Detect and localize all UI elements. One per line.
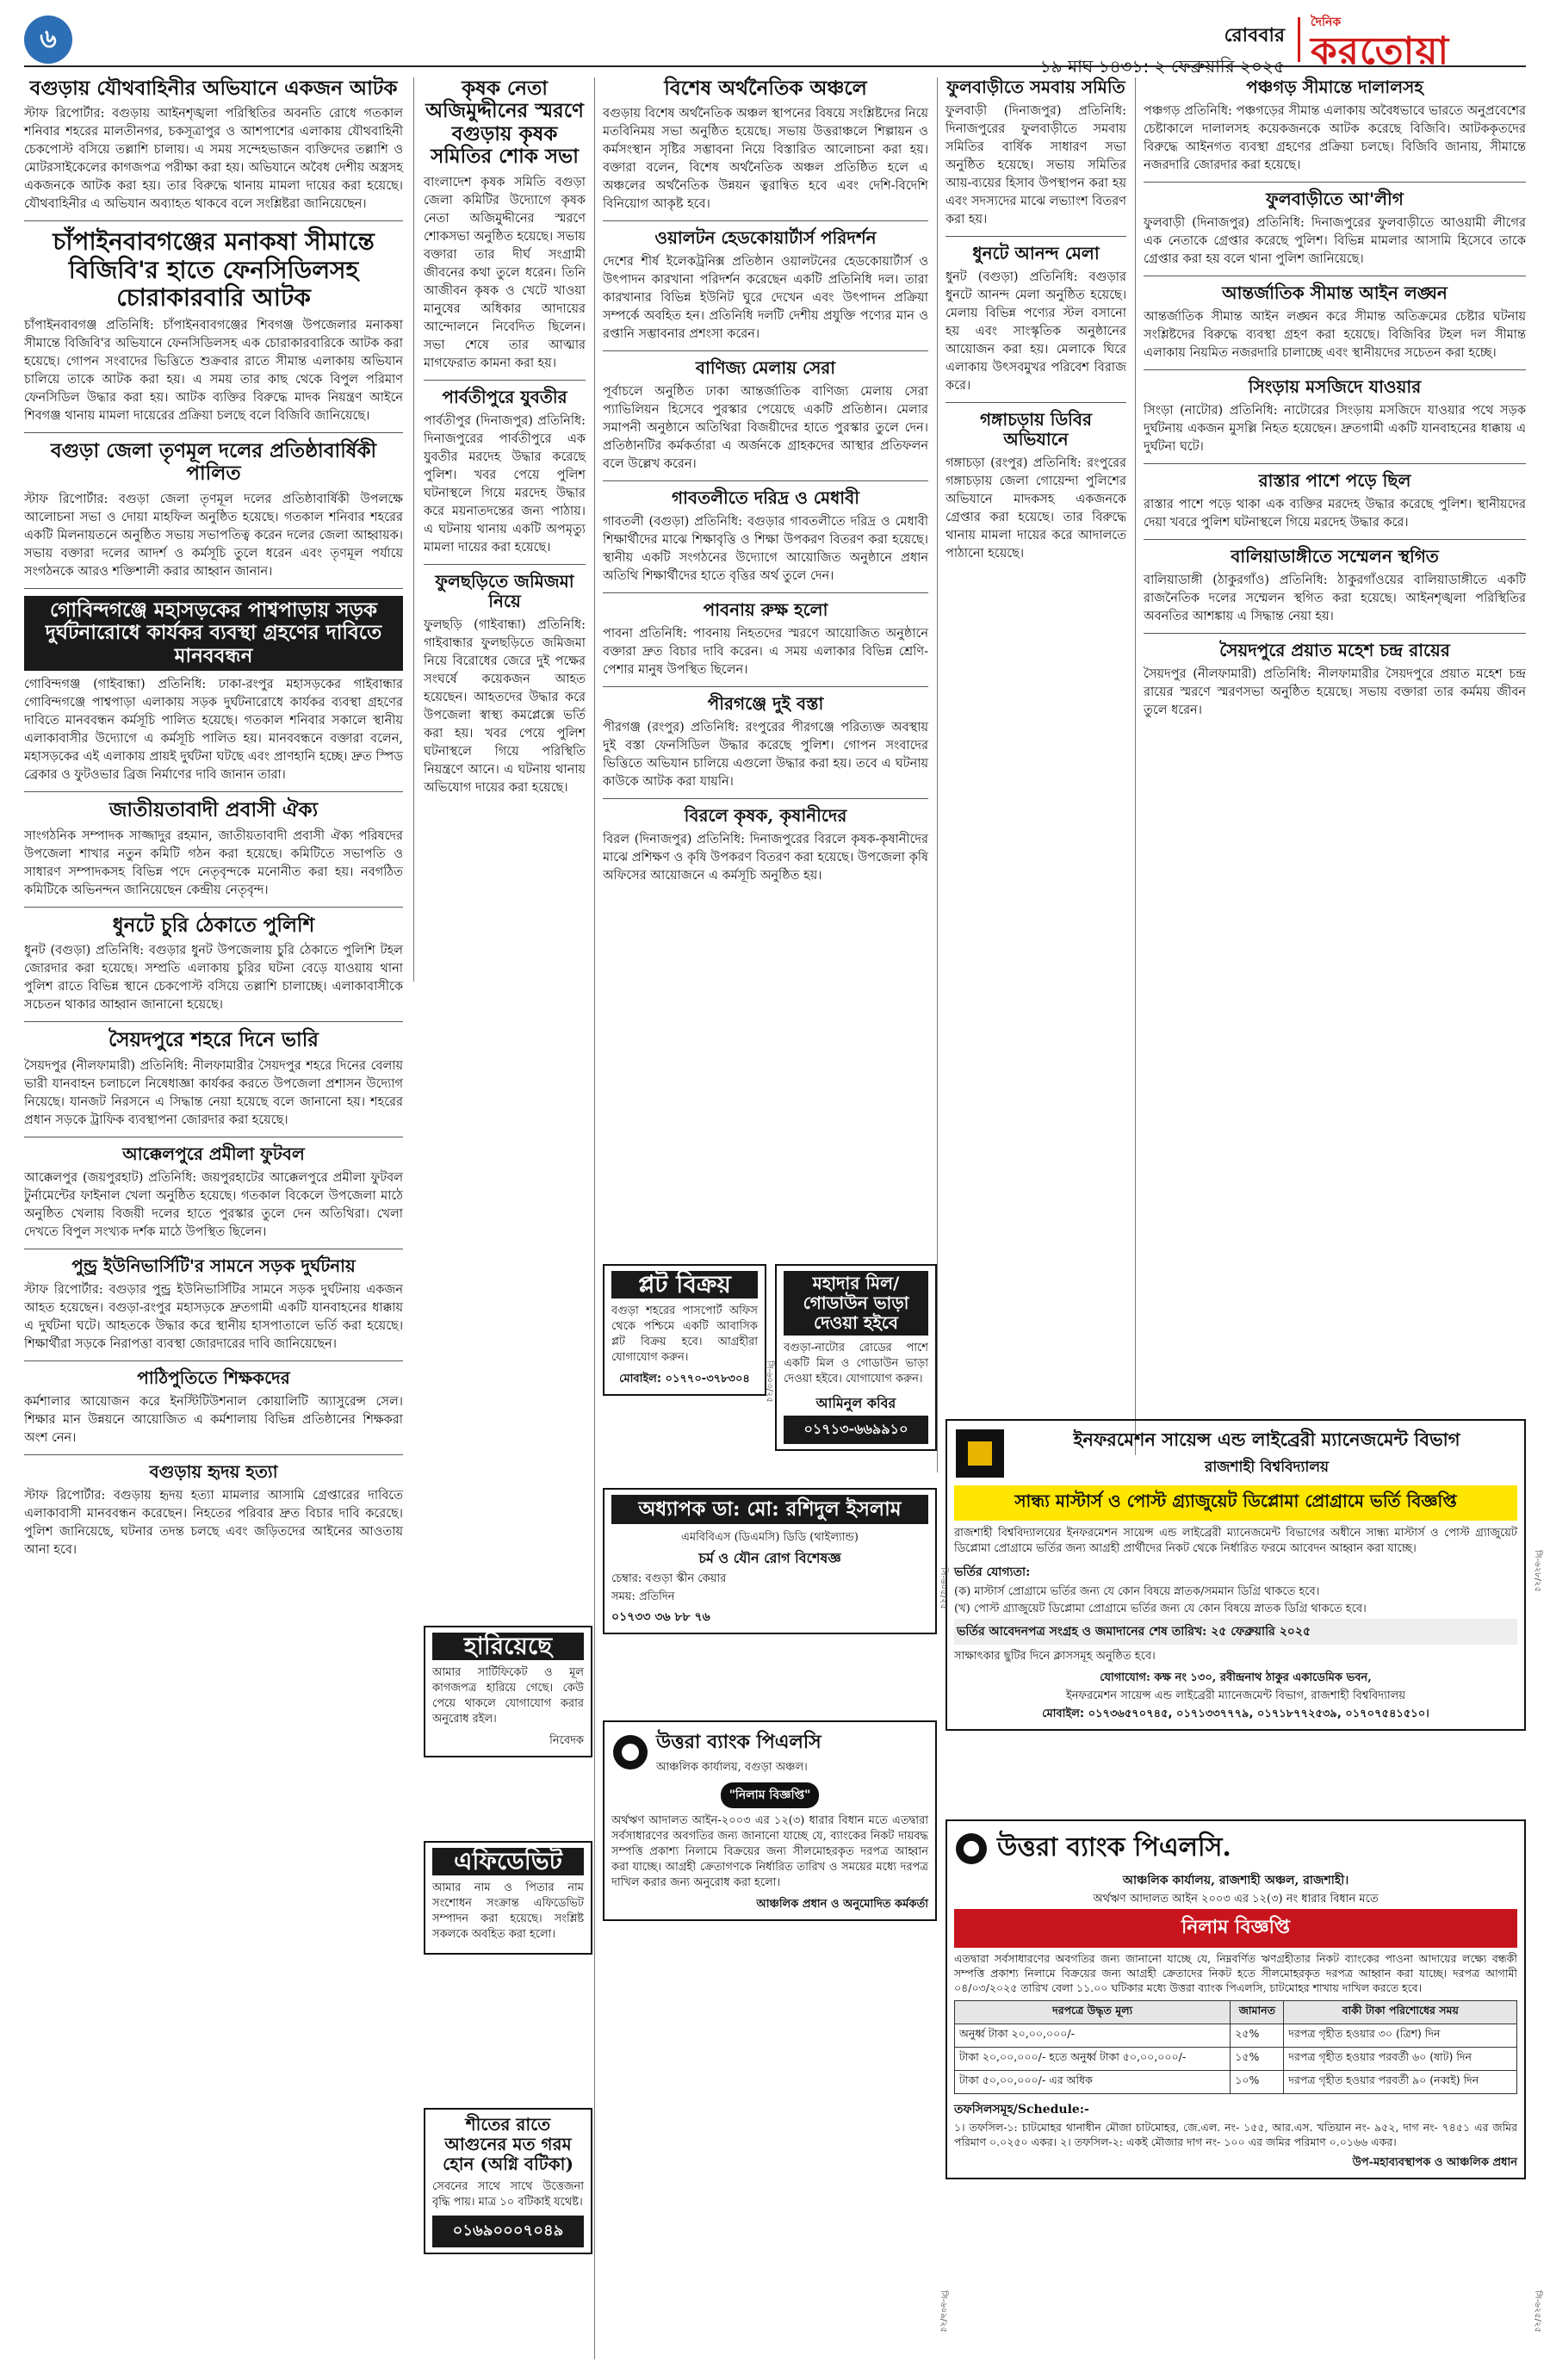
ad-title: প্লট বিক্রয় xyxy=(611,1271,758,1298)
mill-rent-ad xyxy=(775,1257,937,1458)
payment-terms-table xyxy=(954,2000,1517,2094)
doctor-phone: ০১৭৩৩ ৩৬ ৮৮ ৭৬ xyxy=(611,1610,710,1625)
ad-code-stamp: সি-৬০৩/২৫ xyxy=(765,1360,774,1403)
ru-contact: যোগাযোগ: কক্ষ নং ১৩০, রবীন্দ্রনাথ ঠাকুর একাডেমিক ভবন, xyxy=(1100,1671,1372,1684)
divider xyxy=(424,564,586,565)
ad-body: সেবনের সাথে সাথে উত্তেজনা বৃদ্ধি পায়। মাত্র ১০ বটিকাই যথেষ্ট। xyxy=(432,2180,584,2209)
ad-sign: নিবেদক xyxy=(549,1734,584,1748)
uttara-bank-bogura-notice xyxy=(603,1714,937,1928)
article-body: চাঁপাইনবাবগঞ্জ প্রতিনিধি: চাঁপাইনবাবগঞ্জের শিবগঞ্জ উপজেলার মনাকষা সীমান্তে বিজিবি'র অভিযানে ফেনসিডিলসহ এক চোরাকারবারিকে আটক করা হয়েছে। গোপন সংবাদের ভিত্তিতে শুক্রবার রাতে সীমান্ত এলাকায় অভিযান চালিয়ে তাকে আটক করা হয়। এ সময় তার কাছ থেকে বিপুল পরিমাণ ফেনসিডিল উদ্ধার করা হয়। আটক ব্যক্তির বিরুদ্ধে মাদক নিয়ন্ত্রণ আইনে শিবগঞ্জ থানায় মামলা দায়েরের প্রক্রিয়া চলছে বলে বিজিবি জানিয়েছে। xyxy=(24,319,403,423)
ad-contact: আমিনুল কবির xyxy=(815,1395,896,1411)
article-body: স্টাফ রিপোর্টার: বগুড়া জেলা তৃণমূল দলের প্রতিষ্ঠাবার্ষিকী উপলক্ষে আলোচনা সভা ও দোয়া মাহফিল অনুষ্ঠিত হয়েছে। গতকাল শনিবার শহরের একটি মিলনায়তনে অনুষ্ঠিত সভায় সভাপতিত্ব করেন দলের জেলা আহ্বায়ক। সভায় বক্তারা দলের আদর্শ ও কর্মসূচি তুলে ধরেন এবং তৃণমূল পর্যায়ে সংগঠনকে আরও শক্তিশালী করার আহ্বান জানান। xyxy=(24,492,403,579)
article-body: বালিয়াডাঙ্গী (ঠাকুরগাঁও) প্রতিনিধি: ঠাকুরগাঁওয়ের বালিয়াডাঙ্গীতে একটি রাজনৈতিক দলের সম্মেলন স্থগিত করা হয়েছে। আইনশৃঙ্খলা পরিস্থিতির অবনতির আশঙ্কায় এ সিদ্ধান্ত নেয়া হয়। xyxy=(1144,573,1526,623)
article-body: আক্কেলপুর (জয়পুরহাট) প্রতিনিধি: জয়পুরহাটের আক্কেলপুরে প্রমীলা ফুটবল টুর্নামেন্টের ফাইনাল খেলা অনুষ্ঠিত হয়েছে। গতকাল বিকেলে উপজেলা মাঠে অনুষ্ঠিত খেলায় বিজয়ী দলের হাতে পুরস্কার তুলে দেন অতিথিরা। খেলা দেখতে বিপুল সংখ্যক দর্শক মাঠে উপস্থিত ছিলেন। xyxy=(24,1170,403,1239)
masthead xyxy=(24,12,1526,77)
table-cell: ১০% xyxy=(1231,2071,1284,2094)
affidavit-ad xyxy=(424,1834,592,1962)
headline: সিংড়ায় মসজিদে যাওয়ার xyxy=(1248,376,1422,397)
bank-logo-icon xyxy=(954,1831,989,1866)
headline: বালিয়াডাঙ্গীতে সম্মেলন স্থগিত xyxy=(1231,546,1439,567)
divider xyxy=(24,432,403,433)
table-cell: টাকা ২০,০০,০০০/- হতে অনুর্ধ্ব টাকা ৫০,০০,০০০/- xyxy=(955,2048,1231,2071)
logo-title: করতোয়া xyxy=(1311,29,1450,73)
table-cell: ১৫% xyxy=(1231,2048,1284,2071)
column-rule xyxy=(937,77,938,1472)
column-4 xyxy=(946,77,1126,568)
headline: ধুনটে চুরি ঠেকাতে পুলিশি xyxy=(112,913,315,937)
headline: কৃষক নেতা অজিমুদ্দীনের স্মরণে বগুড়ায় কৃষক সমিতির শোক সভা xyxy=(425,77,584,169)
column-5 xyxy=(1144,77,1526,725)
ad-body: বগুড়া শহরের পাসপোর্ট অফিস থেকে পশ্চিমে একটি আবাসিক প্লট বিক্রয় হবে। আগ্রহীরা যোগাযোগ করুন। xyxy=(611,1305,758,1365)
notice-body: অর্থঋণ আদালত আইন-২০০৩ এর ১২(৩) ধারার বিধান মতে এতদ্বারা সর্বসাধারণের অবগতির জন্য জানানো যাচ্ছে যে, ব্যাংকের নিকট দায়বদ্ধ সম্পত্তি প্রকাশ্য নিলামে বিক্রয়ের জন্য সীলমোহরকৃত দরপত্র আহ্বান করা যাচ্ছে। আগ্রহী ক্রেতাগণকে নির্ধারিত তারিখ ও সময়ের মধ্যে দরপত্র দাখিল করার জন্য অনুরোধ করা হলো। xyxy=(611,1814,928,1889)
divider xyxy=(424,380,586,381)
page-number-badge: ৬ xyxy=(24,15,72,64)
headline: ওয়ালটন হেডকোয়ার্টার্স পরিদর্শন xyxy=(654,227,877,249)
ru-department: ইনফরমেশন সায়েন্স এন্ড লাইব্রেরী ম্যানেজমেন্ট বিভাগ xyxy=(1073,1429,1460,1450)
table-row xyxy=(955,2048,1517,2071)
article-body: পাবনা প্রতিনিধি: পাবনায় নিহতদের স্মরণে আয়োজিত অনুষ্ঠানে বক্তারা দ্রুত বিচার দাবি করেন। এ সময় এলাকার বিভিন্ন শ্রেণি-পেশার মানুষ উপস্থিত ছিলেন। xyxy=(603,627,928,678)
ad-title: শীতের রাতে আগুনের মত গরম হোন (অগ্নি বটিকা) xyxy=(443,2114,574,2174)
ad-phone: মোবাইল: ০১৭৭০-৩৭৮৩০৪ xyxy=(619,1373,750,1386)
article-body: পূর্বাচলে অনুষ্ঠিত ঢাকা আন্তর্জাতিক বাণিজ্য মেলায় সেরা প্যাভিলিয়ন হিসেবে পুরস্কার পেয়েছে একটি প্রতিষ্ঠান। মেলার সমাপনী অনুষ্ঠানে অতিথিরা বিজয়ীদের হাতে পুরস্কার তুলে দেন। প্রতিষ্ঠানটির কর্মকর্তারা এ অর্জনকে গ্রাহকদের আস্থার প্রতিফলন বলে উল্লেখ করেন। xyxy=(603,385,928,472)
ad-title: হারিয়েছে xyxy=(432,1633,584,1660)
divider xyxy=(603,686,928,687)
divider xyxy=(1144,182,1526,183)
tonic-ad xyxy=(424,2101,592,2261)
headline: ফুলছড়িতে জমিজমা নিয়ে xyxy=(435,570,574,611)
ru-phone: মোবাইল: ০১৭৩৬৫৭০৭৪৫, ০১৭১৩৩৭৭৭৯, ০১৭১৮৭৭২৫৩৯, ০১৭০৭৫৪১৫১০। xyxy=(1042,1708,1429,1720)
ad-code-stamp: সি-৬২৮/২৫ xyxy=(1533,1550,1542,1592)
table-cell: টাকা ৫০,০০,০০০/- এর অধিক xyxy=(955,2071,1231,2094)
table-cell: দরপত্র গৃহীত হওয়ার পরবর্তী ৬০ (ষাট) দিন xyxy=(1284,2048,1517,2071)
table-cell: দরপত্র গৃহীত হওয়ার ৩০ (ত্রিশ) দিন xyxy=(1284,2024,1517,2048)
divider xyxy=(946,402,1126,403)
headline: গাবতলীতে দরিদ্র ও মেধাবী xyxy=(672,487,859,509)
article-body: কর্মশালার আয়োজন করে ইনস্টিটিউশনাল কোয়ালিটি অ্যাসুরেন্স সেল। শিক্ষার মান উন্নয়নে আয়োজিত এ কর্মশালায় বিভিন্ন প্রতিষ্ঠানের শিক্ষকরা অংশ নেন। xyxy=(24,1394,403,1445)
headline: জাতীয়তাবাদী প্রবাসী ঐক্য xyxy=(108,798,319,822)
ad-code-stamp: সি-৬০৫/২৫ xyxy=(939,1567,948,1609)
divider xyxy=(24,907,403,908)
article-body: সৈয়দপুর (নীলফামারী) প্রতিনিধি: নীলফামারীর সৈয়দপুরে প্রয়াত মহেশ চন্দ্র রায়ের স্মরণে স্মরণসভা অনুষ্ঠিত হয়েছে। সভায় বক্তারা তার কর্মময় জীবন তুলে ধরেন। xyxy=(1144,667,1526,717)
dateline xyxy=(1040,21,1285,83)
headline: পাবনায় রুক্ষ হলো xyxy=(703,599,828,621)
article-body: স্টাফ রিপোর্টার: বগুড়ায় হৃদয় হত্যা মামলার আসামি গ্রেপ্তারের দাবিতে এলাকাবাসী মানববন্ধন করেছেন। নিহতের পরিবার দ্রুত বিচার দাবি করেছে। পুলিশ জানিয়েছে, ঘটনার তদন্ত চলছে এবং জড়িতদের আইনের আওতায় আনা হবে। xyxy=(24,1488,403,1557)
ru-qualification-head: ভর্তির যোগ্যতা: xyxy=(954,1565,1031,1579)
article-body: বিরল (দিনাজপুর) প্রতিনিধি: দিনাজপুরের বিরলে কৃষক-কৃষানীদের মাঝে প্রশিক্ষণ ও কৃষি উপকরণ বিতরণ করা হয়েছে। উপজেলা কৃষি অফিসের আয়োজনে এ কর্মসূচি অনুষ্ঠিত হয়। xyxy=(603,833,928,883)
issue-date: ১৯ মাঘ ১৪৩১: ২ ফেব্রুয়ারি ২০২৫ xyxy=(1039,56,1285,77)
article-body: ফুলবাড়ী (দিনাজপুর) প্রতিনিধি: দিনাজপুরের ফুলবাড়ীতে সমবায় সমিতির বার্ষিক সাধারণ সভা অনুষ্ঠিত হয়েছে। সভায় সমিতির আয়-ব্যয়ের হিসাব উপস্থাপন করা হয় এবং সদস্যদের মাঝে লভ্যাংশ বিতরণ করা হয়। xyxy=(946,104,1126,226)
ru-header xyxy=(954,1426,1517,1480)
article-body: বগুড়ায় বিশেষ অর্থনৈতিক অঞ্চল স্থাপনের বিষয়ে সংশ্লিষ্টদের নিয়ে মতবিনিময় সভা অনুষ্ঠিত হয়েছে। সভায় উত্তরাঞ্চলে শিল্পায়ন ও কর্মসংস্থান সৃষ্টির সম্ভাবনা নিয়ে বিস্তারিত আলোচনা করা হয়। বক্তারা বলেন, বিশেষ অর্থনৈতিক অঞ্চল প্রতিষ্ঠিত হলে এ অঞ্চলের অর্থনৈতিক উন্নয়ন ত্বরান্বিত হবে এবং দেশি-বিদেশি বিনিয়োগ আকৃষ্ট হবে। xyxy=(603,107,928,212)
article-body: গাবতলী (বগুড়া) প্রতিনিধি: বগুড়ার গাবতলীতে দরিদ্র ও মেধাবী শিক্ষার্থীদের মাঝে শিক্ষাবৃত্তি ও শিক্ষা উপকরণ বিতরণ করা হয়েছে। স্থানীয় একটি সংগঠনের উদ্যোগে আয়োজিত অনুষ্ঠানে প্রধান অতিথি শিক্ষার্থীদের হাতে বৃত্তির অর্থ তুলে দেন। xyxy=(603,515,928,584)
bank-law: অর্থঋণ আদালত আইন ২০০৩ এর ১২(৩) নং ধারার বিধান মতে xyxy=(1093,1893,1379,1906)
table-header: বাকী টাকা পরিশোধের সময় xyxy=(1284,2001,1517,2024)
column-rule xyxy=(413,77,414,982)
ad-body: আমার সার্টিফিকেট ও মূল কাগজপত্র হারিয়ে গেছে। কেউ পেয়ে থাকলে যোগাযোগ করার অনুরোধ রইল। xyxy=(432,1666,584,1726)
article-body: স্টাফ রিপোর্টার: বগুড়ায় আইনশৃঙ্খলা পরিস্থিতির অবনতি রোধে গতকাল শনিবার শহরের মালতীনগর, চকসূত্রাপুর ও আশপাশের এলাকায় যৌথবাহিনী চেকপোস্ট বসিয়ে তল্লাশি চালায়। এ সময় সন্দেহভাজন ব্যক্তিদের তল্লাশি ও মোটরসাইকেলের কাগজপত্র পরীক্ষা করা হয়। অভিযানে অবৈধ দেশীয় অস্ত্রসহ একজনকে আটক করা হয়। তার বিরুদ্ধে থানায় মামলা দায়ের করা হয়েছে। যৌথবাহিনীর এ অভিযান অব্যাহত থাকবে বলে সংশ্লিষ্টরা জানিয়েছেন। xyxy=(24,107,403,212)
table-cell: দরপত্র গৃহীত হওয়ার পরবর্তী ৯০ (নব্বই) দিন xyxy=(1284,2071,1517,2094)
university-seal-icon xyxy=(954,1428,1006,1479)
ad-title: মহাদার মিল/গোডাউন ভাড়া দেওয়া হইবে xyxy=(784,1271,928,1336)
divider xyxy=(1144,463,1526,464)
doctor-ad xyxy=(603,1481,937,1641)
ad-body: আমার নাম ও পিতার নাম সংশোধন সংক্রান্ত এফিডেভিট সম্পাদন করা হয়েছে। সংশ্লিষ্ট সকলকে অবহিত করা হলো। xyxy=(432,1881,584,1942)
ru-title: সান্ধ্য মাস্টার্স ও পোস্ট গ্র্যাজুয়েট ডিপ্লোমা প্রোগ্রামে ভর্তি বিজ্ঞপ্তি xyxy=(954,1485,1517,1521)
bank-branch: আঞ্চলিক কার্যালয়, বগুড়া অঞ্চল। xyxy=(656,1761,808,1774)
divider xyxy=(1144,369,1526,370)
headline: বিশেষ অর্থনৈতিক অঞ্চলে xyxy=(664,77,867,100)
headline: চাঁপাইনবাবগঞ্জের মনাকষা সীমান্তে বিজিবি'র হাতে ফেনসিডিলসহ চোরাকারবারি আটক xyxy=(53,227,375,312)
divider xyxy=(1144,633,1526,634)
article-body: ধুনট (বগুড়া) প্রতিনিধি: বগুড়ার ধুনটে আনন্দ মেলা অনুষ্ঠিত হয়েছে। মেলায় বিভিন্ন পণ্যের স্টল বসানো হয় এবং সাংস্কৃতিক অনুষ্ঠানের আয়োজন করা হয়। মেলাকে ঘিরে এলাকায় উৎসবমুখর পরিবেশ বিরাজ করে। xyxy=(946,270,1126,393)
divider xyxy=(603,592,928,593)
ru-admission-ad xyxy=(946,1412,1526,1738)
headline: পঞ্চগড় সীমান্তে দালালসহ xyxy=(1246,77,1423,97)
table-header: দরপত্রে উদ্ধৃত মূল্য xyxy=(955,2001,1231,2024)
headline: বিরলে কৃষক, কৃষানীদের xyxy=(684,805,847,827)
divider xyxy=(603,220,928,221)
divider xyxy=(24,1454,403,1455)
doctor-specialty: চর্ম ও যৌন রোগ বিশেষজ্ঞ xyxy=(698,1550,841,1567)
table-row xyxy=(955,2024,1517,2048)
bank-header xyxy=(954,1826,1517,1870)
headline: ধুনটে আনন্দ মেলা xyxy=(972,243,1100,263)
notice-sign: আঞ্চলিক প্রধান ও অনুমোদিত কর্মকর্তা xyxy=(756,1898,928,1911)
notice-body: এতদ্বারা সর্বসাধারণের অবগতির জন্য জানানো যাচ্ছে যে, নিম্নবর্ণিত ঋণগ্রহীতার নিকট ব্যাংকের পাওনা আদায়ের লক্ষ্যে বন্ধকী সম্পত্তি প্রকাশ্য নিলামে বিক্রয়ের জন্য আগ্রহী ক্রেতাদের নিকট হতে সীলমোহরকৃত দরপত্র আহ্বান করা যাচ্ছে। দরপত্র আগামী ০৪/০৩/২০২৫ তারিখ বেলা ১১.০০ ঘটিকার মধ্যে উত্তরা ব্যাংক পিএলসি, চাটমোহর শাখায় দাখিল করতে হবে। xyxy=(954,1952,1517,1994)
article-body: ফুলবাড়ী (দিনাজপুর) প্রতিনিধি: দিনাজপুরের ফুলবাড়ীতে আওয়ামী লীগের এক নেতাকে গ্রেপ্তার করেছে পুলিশ। বিভিন্ন মামলার আসামি হিসেবে তাকে গ্রেপ্তার করা হয় বলে থানা পুলিশ জানিয়েছে। xyxy=(1144,216,1526,266)
newspaper-logo xyxy=(1311,12,1526,73)
article-body: পঞ্চগড় প্রতিনিধি: পঞ্চগড়ের সীমান্ত এলাকায় অবৈধভাবে ভারতে অনুপ্রবেশের চেষ্টাকালে দালালসহ কয়েকজনকে আটক করেছে বিজিবি। আটককৃতদের বিরুদ্ধে আইনগত ব্যবস্থা গ্রহণের প্রক্রিয়া চলছে। বিজিবি জানায়, সীমান্তে নজরদারি জোরদার করা হয়েছে। xyxy=(1144,104,1526,172)
doctor-time: সময়: প্রতিদিন xyxy=(611,1590,675,1604)
column-rule xyxy=(1135,77,1136,1455)
ru-deadline: ভর্তির আবেদনপত্র সংগ্রহ ও জমাদানের শেষ তারিখ: ২৫ ফেব্রুয়ারি ২০২৫ xyxy=(954,1619,1517,1645)
bank-header xyxy=(611,1727,928,1777)
article-body: দেশের শীর্ষ ইলেকট্রনিক্স প্রতিষ্ঠান ওয়ালটনের হেডকোয়ার্টার্স ও উৎপাদন কারখানা পরিদর্শন করেছেন একটি প্রতিনিধি দল। তারা কারখানার বিভিন্ন ইউনিট ঘুরে দেখেন এবং উৎপাদন প্রক্রিয়া সম্পর্কে অবহিত হন। প্রতিনিধি দলটি দেশীয় প্রযুক্তি পণ্যের মান ও রপ্তানি সম্ভাবনার প্রশংসা করেন। xyxy=(603,255,928,342)
headline: রাস্তার পাশে পড়ে ছিল xyxy=(1258,470,1411,491)
plot-sale-ad xyxy=(603,1257,766,1403)
table-header: জামানত xyxy=(1231,2001,1284,2024)
headline: পাঠিপুতিতে শিক্ষকদের xyxy=(137,1367,290,1388)
article-body: পীরগঞ্জ (রংপুর) প্রতিনিধি: রংপুরের পীরগঞ্জে পরিত্যক্ত অবস্থায় দুই বস্তা ফেনসিডিল উদ্ধার করেছে পুলিশ। গোপন সংবাদের ভিত্তিতে অভিযান চালিয়ে এগুলো উদ্ধার করা হয়। তবে এ ঘটনায় কাউকে আটক করা যায়নি। xyxy=(603,721,928,790)
headline: পুন্ড্র ইউনিভার্সিটি'র সামনে সড়ক দুর্ঘটনায় xyxy=(71,1255,356,1276)
divider xyxy=(1144,539,1526,540)
table-header-row xyxy=(955,2001,1517,2024)
divider xyxy=(24,588,403,589)
headline: আন্তর্জাতিক সীমান্ত আইন লঙ্ঘন xyxy=(1222,282,1448,303)
article-body: সৈয়দপুর (নীলফামারী) প্রতিনিধি: নীলফামারীর সৈয়দপুর শহরে দিনের বেলায় ভারী যানবাহন চলাচলে নিষেধাজ্ঞা কার্যকর করতে উপজেলা প্রশাসন উদ্যোগ নিয়েছে। যানজট নিরসনে এ সিদ্ধান্ত নেয়া হয়েছে বলে জানানো হয়। শহরের প্রধান সড়কে ট্রাফিক ব্যবস্থাপনা জোরদার করা হয়েছে। xyxy=(24,1058,403,1127)
bank-name: উত্তরা ব্যাংক পিএলসি. xyxy=(997,1832,1231,1862)
bank-branch: আঞ্চলিক কার্যালয়, রাজশাহী অঞ্চল, রাজশাহী। xyxy=(1122,1874,1349,1887)
divider xyxy=(24,791,403,792)
article-body: সিংড়া (নাটোর) প্রতিনিধি: নাটোরের সিংড়ায় মসজিদে যাওয়ার পথে সড়ক দুর্ঘটনায় একজন মুসল্লি নিহত হয়েছেন। দ্রুতগামী একটি যানবাহনের ধাক্কায় এ দুর্ঘটনা ঘটে। xyxy=(1144,404,1526,454)
headline: ফুলবাড়ীতে আ'লীগ xyxy=(1266,189,1404,209)
column-rule xyxy=(594,77,595,2359)
ru-qualification: (খ) পোস্ট গ্র্যাজুয়েট ডিপ্লোমা প্রোগ্রামে ভর্তির জন্য যে কোন বিষয়ে স্নাতক ডিগ্রি থাকতে হবে। xyxy=(954,1602,1367,1615)
ru-qualification: (ক) মাস্টার্স প্রোগ্রামে ভর্তির জন্য যে কোন বিষয়ে স্নাতক/সমমান ডিগ্রি থাকতে হবে। xyxy=(954,1585,1320,1598)
ad-phone: ০১৬৯০০০৭০৪৯ xyxy=(432,2216,584,2247)
article-body: আন্তর্জাতিক সীমান্ত আইন লঙ্ঘন করে সীমান্ত অতিক্রমের চেষ্টার ঘটনায় সংশ্লিষ্টদের বিরুদ্ধে ব্যবস্থা গ্রহণ করা হয়েছে। বিজিবির টহল দল সীমান্ত এলাকায় নিয়মিত নজরদারি চালাচ্ছে এবং স্থানীয়দের সচেতন করা হচ্ছে। xyxy=(1144,310,1526,360)
headline: পীরগঞ্জে দুই বস্তা xyxy=(707,693,824,715)
headline: বগুড়া জেলা তৃণমূল দলের প্রতিষ্ঠাবার্ষিকী পালিত xyxy=(50,439,377,486)
article-body: ফুলছড়ি (গাইবান্ধা) প্রতিনিধি: গাইবান্ধার ফুলছড়িতে জমিজমা নিয়ে বিরোধের জেরে দুই পক্ষের সংঘর্ষে কয়েকজন আহত হয়েছেন। আহতদের উদ্ধার করে উপজেলা স্বাস্থ্য কমপ্লেক্সে ভর্তি করা হয়। খবর পেয়ে পুলিশ ঘটনাস্থলে গিয়ে পরিস্থিতি নিয়ন্ত্রণে আনে। এ ঘটনায় থানায় অভিযোগ দায়ের করা হয়েছে। xyxy=(424,617,586,795)
article-body: সাংগঠনিক সম্পাদক সাজ্জাদুর রহমান, জাতীয়তাবাদী প্রবাসী ঐক্য পরিষদের উপজেলা শাখার নতুন কমিটি গঠন করা হয়েছে। কমিটিতে সভাপতি ও সাধারণ সম্পাদকসহ বিভিন্ন পদে নেতৃবৃন্দকে মনোনীত করা হয়। নবগঠিত কমিটিকে অভিনন্দন জানিয়েছেন কেন্দ্রীয় নেতৃবৃন্দ। xyxy=(24,828,403,897)
article-body: ধুনট (বগুড়া) প্রতিনিধি: বগুড়ার ধুনট উপজেলায় চুরি ঠেকাতে পুলিশি টহল জোরদার করা হয়েছে। সম্প্রতি এলাকায় চুরির ঘটনা বেড়ে যাওয়ায় থানা পুলিশ রাতে বিভিন্ন স্থানে চেকপোস্ট বসিয়ে তল্লাশি চালাচ্ছে। এলাকাবাসীকে সচেতন থাকার আহ্বান জানানো হয়েছে। xyxy=(24,944,403,1013)
headline: বগুড়ায় হৃদয় হত্যা xyxy=(149,1460,278,1482)
schedule-head: তফসিলসমূহ/Schedule:- xyxy=(954,2103,1089,2117)
bank-logo-icon xyxy=(611,1733,649,1771)
column-2 xyxy=(424,77,586,803)
divider xyxy=(24,220,403,221)
divider xyxy=(24,1021,403,1022)
headline: গোবিন্দগঞ্জে মহাসড়কের পাশ্বপাড়ায় সড়ক দুর্ঘটনারোধে কার্যকর ব্যবস্থা গ্রহণের দাবিতে মানববন্ধন xyxy=(24,596,403,671)
ru-university: রাজশাহী বিশ্ববিদ্যালয় xyxy=(1204,1459,1330,1476)
doctor-name: অধ্যাপক ডা: মো: রশিদুল ইসলাম xyxy=(611,1495,928,1524)
masthead-separator xyxy=(1298,17,1300,62)
headline: ফুলবাড়ীতে সমবায় সমিতি xyxy=(946,77,1125,97)
headline: গঙ্গাচড়ায় ডিবির অভিযানে xyxy=(979,409,1093,449)
ru-contact-2: ইনফরমেশন সায়েন্স এন্ড লাইব্রেরী ম্যানেজমেন্ট বিভাগ, রাজশাহী বিশ্ববিদ্যালয় xyxy=(1066,1689,1405,1702)
headline: পার্বতীপুরে যুবতীর xyxy=(442,386,567,407)
bank-name: উত্তরা ব্যাংক পিএলসি xyxy=(656,1731,822,1753)
doctor-chamber: চেম্বার: বগুড়া স্কীন কেয়ার xyxy=(611,1572,727,1586)
logo-daily: দৈনিক xyxy=(1311,15,1342,29)
article-body: পার্বতীপুর (দিনাজপুর) প্রতিনিধি: দিনাজপুরের পার্বতীপুরে এক যুবতীর মরদেহ উদ্ধার করেছে পুলিশ। খবর পেয়ে পুলিশ ঘটনাস্থলে গিয়ে মরদেহ উদ্ধার করে ময়নাতদন্তের জন্য পাঠায়। এ ঘটনায় থানায় একটি অপমৃত্যু মামলা দায়ের করা হয়েছে। xyxy=(424,413,586,555)
doctor-degree: এমবিবিএস (ডিএমসি) ডিডি (থাইল্যান্ড) xyxy=(680,1531,859,1545)
headline: বাণিজ্য মেলায় সেরা xyxy=(695,357,836,379)
divider xyxy=(24,1360,403,1361)
ad-code-stamp: সি-৬২৫/২৫ xyxy=(1533,2290,1542,2333)
ad-phone: ০১৭১৩-৬৬৯৯১০ xyxy=(784,1416,928,1444)
headline: সৈয়দপুরে শহরে দিনে ভারি xyxy=(108,1028,319,1052)
uttara-bank-rajshahi-notice xyxy=(946,1813,1526,2186)
table-cell: ২৫% xyxy=(1231,2024,1284,2048)
headline: বগুড়ায় যৌথবাহিনীর অভিযানে একজন আটক xyxy=(29,77,398,100)
ad-title: এফিডেভিট xyxy=(432,1848,584,1875)
divider xyxy=(603,798,928,799)
article-body: বাংলাদেশ কৃষক সমিতি বগুড়া জেলা কমিটির উদ্যোগে কৃষক নেতা অজিমুদ্দীনের স্মরণে শোকসভা অনুষ্ঠিত হয়েছে। সভায় বক্তারা তার দীর্ঘ সংগ্রামী জীবনের কথা তুলে ধরেন। তিনি আজীবন কৃষক ও খেটে খাওয়া মানুষের অধিকার আদায়ের আন্দোলনে নিবেদিত ছিলেন। সভা শেষে তার আত্মার মাগফেরাত কামনা করা হয়। xyxy=(424,175,586,370)
column-3 xyxy=(603,77,928,890)
headline: আক্কেলপুরে প্রমীলা ফুটবল xyxy=(122,1143,305,1164)
ru-body: রাজশাহী বিশ্ববিদ্যালয়ের ইনফরমেশন সায়েন্স এন্ড লাইব্রেরী ম্যানেজমেন্ট বিভাগের অধীনে সান্ধ্য মাস্টার্স ও পোস্ট গ্র্যাজুয়েট ডিপ্লোমা প্রোগ্রামে ভর্তির জন্য আগ্রহী প্রার্থীদের নিকট থেকে নির্ধারিত ফরমে আবেদন আহ্বান করা যাচ্ছে। xyxy=(954,1527,1517,1555)
ru-interview: সাক্ষাৎকার ছুটির দিনে ক্লাসসমূহ অনুষ্ঠিত হবে। xyxy=(954,1650,1156,1663)
schedule-body: ১। তফসিল-১: চাটমোহর থানাধীন মৌজা চাটমোহর, জে.এল. নং- ১৫৫, আর.এস. খতিয়ান নং- ৯৫২, দাগ নং- ৭৪৫১ এর জমির পরিমাণ ০.০২৫০ একর। ২। তফসিল-২: একই মৌজার দাগ নং- ১০০ এর জমির পরিমাণ ০.০১৬৬ একর। xyxy=(954,2121,1517,2148)
article-body: রাস্তার পাশে পড়ে থাকা এক ব্যক্তির মরদেহ উদ্ধার করেছে পুলিশ। স্থানীয়দের দেয়া খবরে পুলিশ ঘটনাস্থলে গিয়ে মরদেহ উদ্ধার করে। xyxy=(1144,498,1526,530)
lost-notice-ad xyxy=(424,1619,592,1764)
column-1 xyxy=(24,77,403,1565)
ad-body: বগুড়া-নাটোর রোডের পাশে একটি মিল ও গোডাউন ভাড়া দেওয়া হইবে। যোগাযোগ করুন। xyxy=(784,1342,928,1385)
article-body: গঙ্গাচড়া (রংপুর) প্রতিনিধি: রংপুরের গঙ্গাচড়ায় জেলা গোয়েন্দা পুলিশের অভিযানে মাদকসহ একজনকে গ্রেপ্তার করা হয়েছে। তার বিরুদ্ধে থানায় মামলা দায়ের করে আদালতে পাঠানো হয়েছে। xyxy=(946,456,1126,561)
divider xyxy=(603,480,928,481)
article-body: স্টাফ রিপোর্টার: বগুড়ার পুন্ড্র ইউনিভার্সিটির সামনে সড়ক দুর্ঘটনায় একজন আহত হয়েছেন। বগুড়া-রংপুর মহাসড়কে দ্রুতগামী একটি যানবাহনের ধাক্কায় এ দুর্ঘটনা ঘটে। আহতকে উদ্ধার করে স্থানীয় হাসপাতালে ভর্তি করা হয়েছে। শিক্ষার্থীরা সড়কে নিরাপত্তা ব্যবস্থা জোরদারের দাবি জানিয়েছেন। xyxy=(24,1282,403,1351)
headline: সৈয়দপুরে প্রয়াত মহেশ চন্দ্র রায়ের xyxy=(1219,640,1450,660)
weekday: রোববার xyxy=(1224,25,1285,46)
notice-sign: উপ-মহাব্যবস্থাপক ও আঞ্চলিক প্রধান xyxy=(1352,2156,1517,2169)
ad-code-stamp: সি-৬০৯/২৫ xyxy=(939,2290,948,2333)
notice-title: "নিলাম বিজ্ঞপ্তি" xyxy=(721,1782,820,1808)
article-body: গোবিন্দগঞ্জ (গাইবান্ধা) প্রতিনিধি: ঢাকা-রংপুর মহাসড়কের গাইবান্ধার গোবিন্দগঞ্জে পাশ্বপাড়া এলাকায় সড়ক দুর্ঘটনারোধে কার্যকর ব্যবস্থা গ্রহণের দাবিতে মানববন্ধন কর্মসূচি পালিত হয়েছে। গতকাল শনিবার সকালে স্থানীয় এলাকাবাসীর উদ্যোগে এ কর্মসূচি পালিত হয়। মানববন্ধনে বক্তারা বলেন, মহাসড়কের এই এলাকায় প্রায়ই দুর্ঘটনা ঘটছে এবং প্রাণহানি হচ্ছে। দ্রুত স্পিড ব্রেকার ও ফুটওভার ব্রিজ নির্মাণের দাবি জানান তারা। xyxy=(24,678,403,783)
divider xyxy=(946,236,1126,237)
notice-title: নিলাম বিজ্ঞপ্তি xyxy=(954,1909,1517,1948)
table-cell: অনুর্ধ্ব টাকা ২০,০০,০০০/- xyxy=(955,2024,1231,2048)
table-row xyxy=(955,2071,1517,2094)
divider xyxy=(603,350,928,351)
